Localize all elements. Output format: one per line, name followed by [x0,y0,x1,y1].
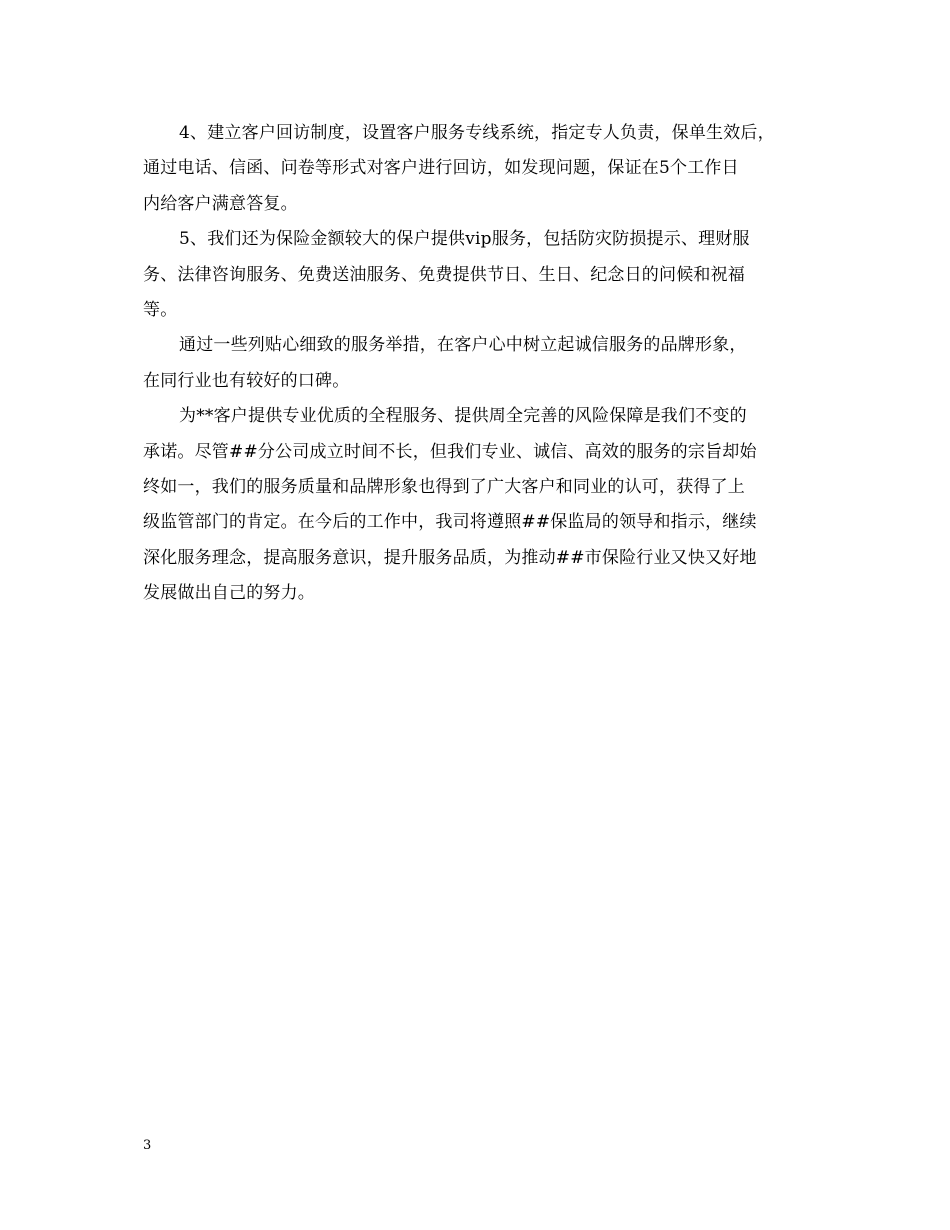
text-line: 深化服务理念，提高服务意识，提升服务品质，为推动##市保险行业又快又好地 [143,547,757,568]
text-line: 在同行业也有较好的口碑。 [143,370,350,391]
paragraph-brand-image [143,328,823,399]
text-line: 4、建立客户回访制度，设置客户服务专线系统，指定专人负责，保单生效后， [179,123,775,143]
paragraph-vip-service [143,222,823,328]
text-line: 等。 [143,300,178,321]
text-line: 通过一些列贴心细致的服务举措，在客户心中树立起诚信服务的品牌形象， [179,335,747,356]
paragraph-commitment [143,399,823,611]
text-line: 为**客户提供专业优质的全程服务、提供周全完善的风险保障是我们不变的 [179,406,747,427]
text-line: 5、我们还为保险金额较大的保户提供vip服务，包括防灾防损提示、理财服 [179,229,750,250]
document-body [143,116,823,612]
text-line: 通过电话、信函、问卷等形式对客户进行回访，如发现问题，保证在5个工作日 [143,158,739,179]
page-number: 3 [143,1138,152,1153]
text-line: 终如一，我们的服务质量和品牌形象也得到了广大客户和同业的认可，获得了上 [143,477,745,498]
text-line: 发展做出自己的努力。 [143,583,315,604]
text-line: 内给客户满意答复。 [143,193,298,214]
text-line: 承诺。尽管##分公司成立时间不长，但我们专业、诚信、高效的服务的宗旨却始 [143,441,757,462]
text-line: 务、法律咨询服务、免费送油服务、免费提供节日、生日、纪念日的问候和祝福 [143,264,745,285]
paragraph-callback-system [143,116,823,222]
text-line: 级监管部门的肯定。在今后的工作中，我司将遵照##保监局的领导和指示，继续 [143,512,757,533]
